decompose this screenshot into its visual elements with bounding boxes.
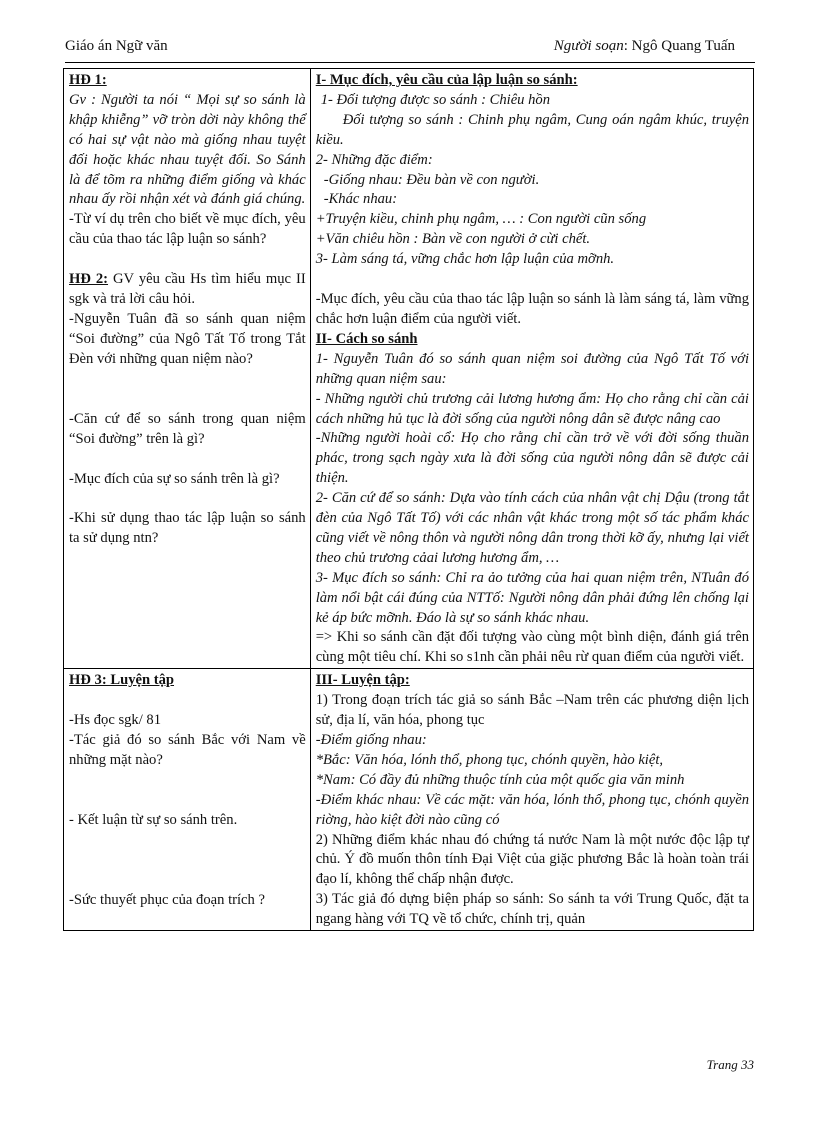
section-2-line-1: 1- Nguyễn Tuân đó so sánh quan niệm soi đường của Ngô Tất Tố với những quan niệm sau: [315,350,749,387]
section-1-line-4: -Giống nhau: Đều bàn về con người. [323,171,540,188]
hd2-intro [69,270,306,310]
section-3-line-7: 3) Tác giả đó dựng biện pháp so sánh: So sánh ta với Trung Quốc, đặt ta ngang hàng với TQ về tổ chức, chính trị, quản [315,891,749,928]
lesson-table [63,68,754,931]
section-2-line-5: 3- Mục đích so sánh: Chỉ ra ảo tưởng của hai quan niệm trên, NTuân đó làm nổi bật cái đúng của NTTố: Người nông dân phải đứng lên chống lại kẻ áp bức mỡnh. Đáo là sự so sánh khác nhau. [315,569,749,626]
section-3-line-5: -Điểm khác nhau: Về các mặt: văn hóa, lónh thổ, phong tục, chónh quyền riờng, hào kiệt đời nào cũng có [315,791,749,828]
left-cell-activities [64,69,311,669]
section-1-line-5: -Khác nhau: [323,191,398,208]
hd3-line-1: -Hs đọc sgk/ 81 [69,712,162,729]
hd2-title: HĐ 2: [69,271,109,288]
table-row [64,669,754,931]
section-2-line-3: -Những người hoài cổ: Họ cho rằng chỉ cần trở về với đời sống thuần phác, trong sạch ngày xưa là đời sống của người nông dân sẽ được cải thiện. [315,430,749,487]
header-author [554,38,735,55]
section-2-title: II- Cách so sánh [315,330,418,347]
hd2-question-1: -Nguyễn Tuân đã so sánh quan niệm “Soi đường” của Ngô Tất Tố trong Tắt Đèn với những quan niệm nào? [69,310,306,367]
hd2-question-3: -Mục đích của sự so sánh trên là gì? [69,470,280,487]
hd3-line-4: -Sức thuyết phục của đoạn trích ? [69,891,265,908]
hd2-text: GV yêu cầu Hs tìm hiểu mục II sgk và trả lời câu hỏi. [69,271,306,308]
section-1-line-8: 3- Làm sáng tá, vững chắc hơn lập luận của mỡnh. [315,251,615,268]
hd3-title: HĐ 3: Luyện tập [69,672,175,689]
section-1-summary: -Mục đích, yêu cầu của thao tác lập luận so sánh là làm sáng tá, làm vững chắc hơn luận điểm của người viết. [315,291,749,327]
section-1-title: I- Mục đích, yêu cầu của lập luận so sánh: [315,72,578,88]
page-header [65,36,755,63]
section-2-line-2: - Những người chủ trương cải lương hương ẩm: Họ cho rằng chỉ cần cải cách những hủ tục là đời sống của người nông dân sẽ được nâng cao [315,390,749,427]
section-1-line-6: +Truyện kiều, chinh phụ ngâm, … : Con người cũn sống [315,211,647,228]
hd3-line-3: - Kết luận từ sự so sánh trên. [69,811,238,828]
hd1-question: -Từ ví dụ trên cho biết về mục đích, yêu cầu của thao tác lập luận so sánh? [69,211,306,248]
section-3-line-4: *Nam: Có đầy đủ những thuộc tính của một quốc gia văn minh [315,771,685,788]
hd2-question-4: -Khi sử dụng thao tác lập luận so sánh ta sử dụng ntn? [69,510,306,547]
author-name: : Ngô Quang Tuấn [623,38,735,54]
hd2-question-2: -Căn cứ để so sánh trong quan niệm “Soi đường” trên là gì? [69,410,306,447]
left-cell-practice [64,669,311,931]
hd3-line-2: -Tác giả đó so sánh Bắc với Nam về những mặt nào? [69,732,306,768]
section-3-line-1: 1) Trong đoạn trích tác giả so sánh Bắc –Nam trên các phương diện lịch sử, địa lí, văn hóa, phong tục [315,692,749,729]
section-3-title: III- Luyện tập: [315,672,410,689]
page-number: Trang 33 [706,1057,754,1072]
section-1-line-7: +Văn chiêu hồn : Bàn về con người ở cừi chết. [315,231,591,248]
header-subject: Giáo án Ngữ văn [65,38,168,54]
right-cell-content [310,69,753,669]
section-3-line-6: 2) Những điểm khác nhau đó chứng tá nước Nam là một nước độc lập tự chủ. Ý đồ muốn thôn tính Đại Việt của giặc phương Bắc là hoàn toàn trái đạo lí, không thể chấp nhận được. [315,831,749,888]
section-3-line-2: -Điểm giống nhau: [315,732,427,748]
section-2-conclusion: => Khi so sánh cần đặt đối tượng vào cùng một bình diện, đánh giá trên cùng một tiêu chí. Khi so s1nh cần phải nêu rừ quan điểm của người viết. [315,629,749,666]
section-1-line-1: 1- Đối tượng được so sánh : Chiêu hồn [320,91,551,108]
hd1-intro: Gv : Người ta nói “ Mọi sự so sánh là khập khiễng” vỡ tròn dời này không thể có hai sự vật nào mà giống nhau tuyệt đối hoặc khác nhau tuyệt đối. So Sánh là để tõm ra những điểm giống và khác nhau ấy rồi nhận xét và đánh giá chúng. [69,91,306,208]
section-2-line-4: 2- Căn cứ để so sánh: Dựa vào tính cách của nhân vật chị Dậu (trong tắt đèn của Ngô Tất Tố) với các nhân vật khác trong một số tác phẩm khác cũng viết về nông thôn và người nông dân trong thời kỡ ấy, nhưng lại viết theo chủ trương cảai lương hương ẩm, … [315,490,749,566]
table-row [64,69,754,669]
hd1-title: HĐ 1: [69,72,107,88]
author-label: Người soạn [553,38,624,54]
section-3-line-3: *Bắc: Văn hóa, lónh thổ, phong tục, chónh quyền, hào kiệt, [315,751,664,768]
right-cell-practice [310,669,753,931]
section-1-line-2: Đối tượng so sánh : Chinh phụ ngâm, Cung oán ngâm khúc, truyện kiều. [315,111,749,148]
section-1-line-3: 2- Những đặc điểm: [315,151,433,168]
